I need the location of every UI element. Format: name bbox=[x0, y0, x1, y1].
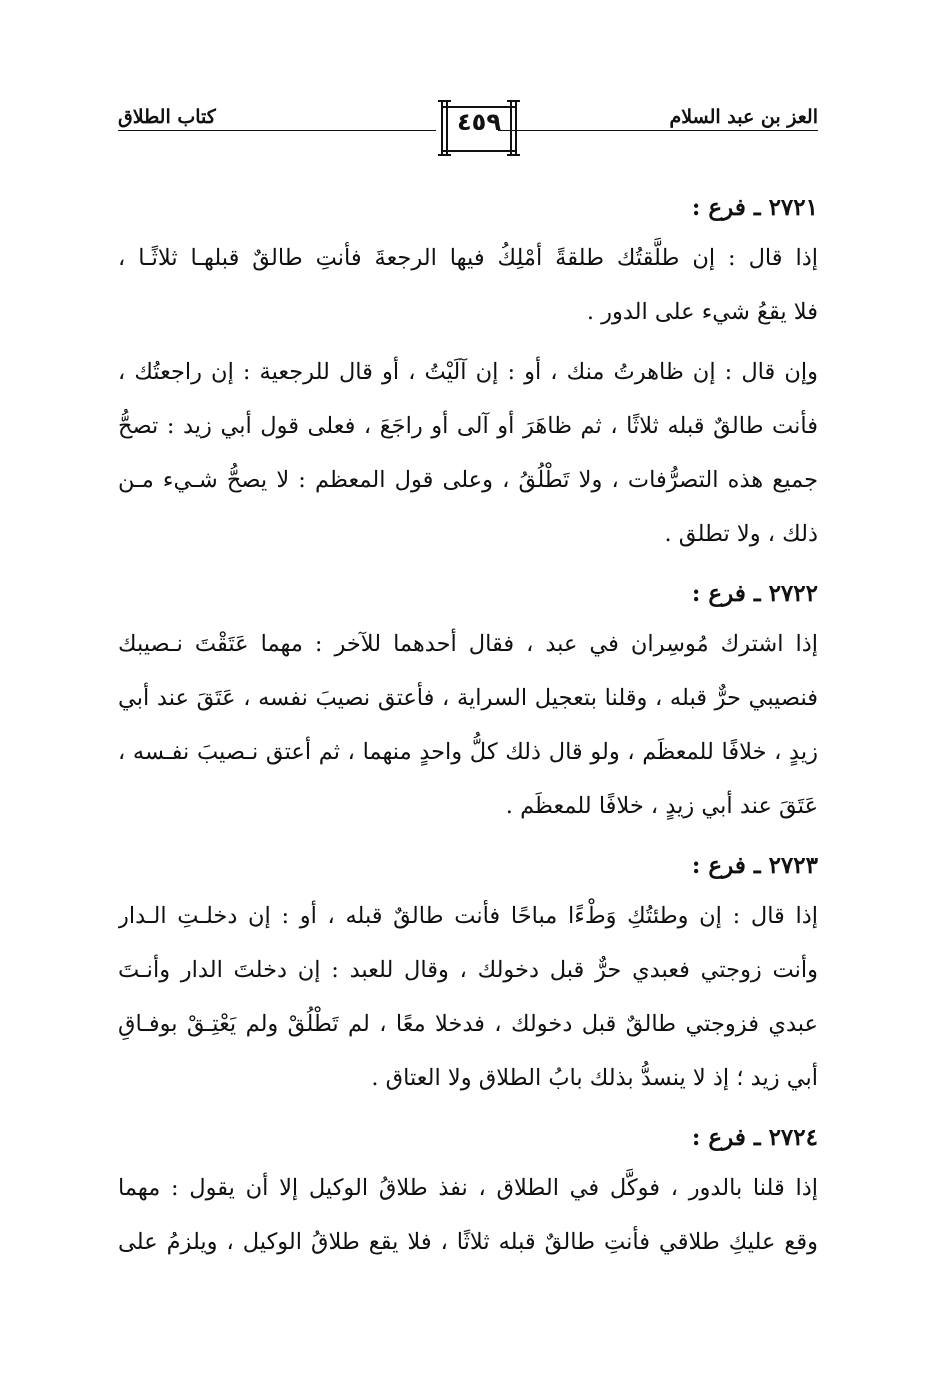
frame-bottom-rule bbox=[441, 150, 517, 152]
section-heading: ٢٧٢٣ ـ فرع : bbox=[691, 852, 818, 879]
text-line: وقع عليكِ طلاقي فأنتِ طالقٌ قبله ثلاثًا ، فلا يقع طلاقُ الوكيل ، ويلزمُ على bbox=[118, 1229, 818, 1255]
text-line: عَتَقَ عند أبي زيدٍ ، خلافًا للمعظَم . bbox=[505, 793, 818, 819]
page-number-frame bbox=[441, 100, 517, 156]
text-line: عبدي فزوجتي طالقٌ قبل دخولك ، فدخلا معًا ، لم تَطْلُقْ ولم يَعْتِـقْ بوفـاقِ bbox=[118, 1011, 818, 1037]
header-rule-right bbox=[498, 130, 818, 131]
text-line: إذا اشترك مُوسِران في عبد ، فقال أحدهما للآخر : مهما عَتَقْتَ نـصيبك bbox=[118, 631, 818, 657]
paragraph bbox=[118, 231, 818, 339]
text-line: أبي زيد ؛ إذ لا ينسدُّ بذلك بابُ الطلاق ولا العتاق . bbox=[371, 1065, 818, 1091]
text-line: وأنت زوجتي فعبدي حرٌّ قبل دخولك ، وقال للعبد : إن دخلتَ الدار وأنـتَ bbox=[118, 957, 818, 983]
text-line: وإن قال : إن ظاهرتُ منك ، أو : إن آلَيْتُ ، أو قال للرجعية : إن راجعتُك ، bbox=[118, 359, 818, 385]
text-line: إذا قلنا بالدور ، فوكَّل في الطلاق ، نفذ طلاقُ الوكيل إلا أن يقول : مهما bbox=[118, 1175, 818, 1201]
text-line: فلا يقعُ شيء على الدور . bbox=[586, 299, 818, 325]
header-rule-left bbox=[118, 130, 436, 131]
text-line: زيدٍ ، خلافًا للمعظَم ، ولو قال ذلك كلُّ واحدٍ منهما ، ثم أعتق نـصيبَ نفـسه ، bbox=[118, 739, 818, 765]
section-heading: ٢٧٢٤ ـ فرع : bbox=[691, 1124, 818, 1151]
paragraph bbox=[118, 345, 818, 561]
running-header bbox=[118, 100, 818, 164]
text-line: إذا قال : إن وطئتُكِ وَطْءًا مباحًا فأنت طالقٌ قبله ، أو : إن دخلـتِ الـدار bbox=[118, 903, 818, 929]
page-number: ٤٥٩ bbox=[457, 108, 501, 136]
paragraph bbox=[118, 617, 818, 833]
frame-right-pillar bbox=[510, 100, 517, 156]
author-title: العز بن عبد السلام bbox=[669, 106, 818, 128]
frame-left-pillar bbox=[441, 100, 448, 156]
text-line: إذا قال : إن طلَّقتُك طلقةً أمْلِكُ فيها الرجعةَ فأنتِ طالقٌ قبلهـا ثلاثًـا ، bbox=[118, 245, 818, 271]
book-chapter-title: كتاب الطلاق bbox=[118, 106, 216, 128]
section-heading: ٢٧٢٢ ـ فرع : bbox=[691, 580, 818, 607]
text-line: فأنت طالقٌ قبله ثلاثًا ، ثم ظاهَرَ أو آلى أو راجَعَ ، فعلى قول أبي زيد : تصحُّ bbox=[118, 413, 818, 439]
page-body bbox=[118, 185, 818, 1275]
section-heading: ٢٧٢١ ـ فرع : bbox=[691, 194, 818, 221]
text-line: جميع هذه التصرُّفات ، ولا تَطْلُقُ ، وعلى قول المعظم : لا يصحُّ شـيء مـن bbox=[118, 467, 818, 493]
text-line: ذلك ، ولا تطلق . bbox=[664, 521, 818, 547]
text-line: فنصيبي حرٌّ قبله ، وقلنا بتعجيل السراية ، فأعتق نصيبَ نفسه ، عَتَقَ عند أبي bbox=[118, 685, 818, 711]
paragraph bbox=[118, 1161, 818, 1269]
paragraph bbox=[118, 889, 818, 1105]
